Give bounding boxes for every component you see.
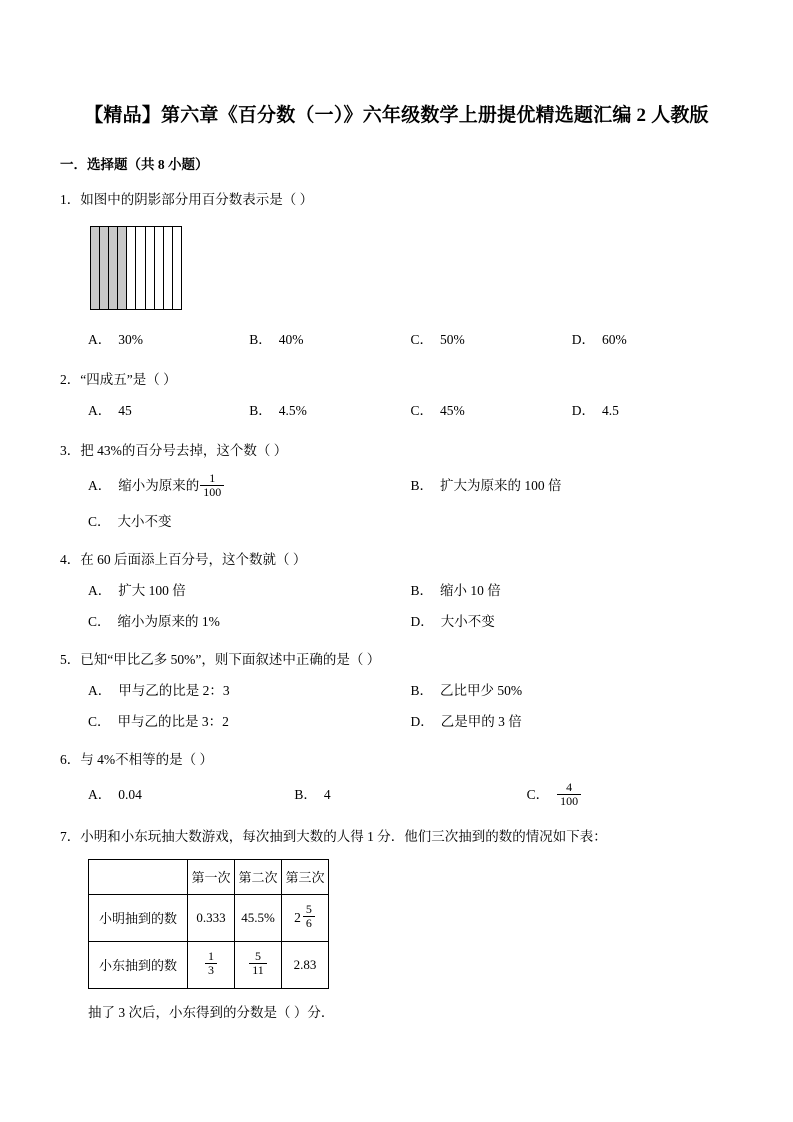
fraction-cell <box>235 942 281 988</box>
option-c-label: C． <box>410 332 434 347</box>
option-c[interactable] <box>526 779 733 809</box>
question-7-stem <box>60 825 733 849</box>
option-a-fraction <box>200 472 224 499</box>
fraction-numerator: 5 <box>305 902 312 917</box>
option-b-text: 乙比甲少 50% <box>440 682 523 698</box>
option-d[interactable] <box>572 399 733 423</box>
grid-column-shaded <box>100 227 109 309</box>
question-1-text: 如图中的阴影部分用百分数表示是（ ） <box>80 192 314 207</box>
option-c-fraction <box>557 781 581 808</box>
option-a[interactable] <box>88 782 294 809</box>
option-a[interactable] <box>88 579 411 603</box>
table-row <box>89 894 329 941</box>
option-c-text: 缩小为原来的 1% <box>117 613 220 629</box>
option-c-text: 大小不变 <box>117 513 172 529</box>
question-7-table-wrapper <box>88 859 733 989</box>
row-label-xiaodong: 小东抽到的数 <box>89 941 188 988</box>
grid-column-shaded <box>118 227 127 309</box>
question-4-text: 在 60 后面添上百分号，这个数就（ ） <box>80 551 307 567</box>
mixed-number <box>282 895 328 941</box>
option-a-label: A． <box>88 582 112 598</box>
table-header-second-draw: 第二次 <box>235 859 282 894</box>
question-6-options <box>60 779 733 809</box>
option-b-label: B． <box>410 682 434 698</box>
table-header-third-draw: 第三次 <box>282 859 329 894</box>
option-d-label: D． <box>571 332 595 347</box>
fraction-denominator: 3 <box>205 963 217 977</box>
question-4-stem <box>60 548 733 572</box>
option-b-label: B． <box>410 478 434 494</box>
option-c[interactable] <box>411 328 572 352</box>
mixed-number-inner <box>294 904 316 931</box>
cell-xiaoming-draw2: 45.5% <box>235 894 282 941</box>
option-d[interactable] <box>572 328 733 352</box>
option-b-text: 扩大为原来的 100 倍 <box>440 478 562 494</box>
question-1-stem <box>60 188 733 212</box>
cell-fraction <box>249 950 267 977</box>
question-4 <box>60 548 733 634</box>
section-heading: 一．选择题（共 8 小题） <box>60 157 209 172</box>
option-d-text: 大小不变 <box>440 613 495 629</box>
cell-xiaodong-draw2 <box>235 941 282 988</box>
row-label-xiaoming: 小明抽到的数 <box>89 894 188 941</box>
option-a[interactable] <box>88 328 249 352</box>
question-2-number: 2． <box>60 372 81 387</box>
option-a[interactable] <box>88 679 411 703</box>
option-c-text: 45% <box>440 403 465 418</box>
option-a-text: 甲与乙的比是 2：3 <box>118 682 230 698</box>
option-d-label: D． <box>410 613 434 629</box>
option-a-text: 缩小为原来的 <box>118 478 200 494</box>
option-b-text: 4 <box>323 787 331 803</box>
question-1-number: 1． <box>60 192 81 207</box>
option-c[interactable] <box>88 510 411 534</box>
question-5-number: 5． <box>60 651 81 667</box>
option-b[interactable] <box>411 473 734 500</box>
mixed-whole: 2 <box>294 909 301 925</box>
question-2-text: “四成五”是（ ） <box>80 372 177 387</box>
question-5-stem <box>60 648 733 672</box>
option-d-label: D． <box>571 403 595 418</box>
table-header-row <box>89 859 329 894</box>
option-a-label: A． <box>88 478 112 494</box>
question-1-figure <box>90 226 733 310</box>
cell-xiaodong-draw3: 2.83 <box>282 941 329 988</box>
table-row <box>89 941 329 988</box>
option-b-label: B． <box>294 787 317 803</box>
fraction-numerator: 4 <box>566 779 573 794</box>
grid-column-empty <box>164 227 173 309</box>
question-5-options-row-1 <box>60 679 733 703</box>
question-3 <box>60 439 733 534</box>
question-1 <box>60 188 733 352</box>
option-a-label: A． <box>88 682 112 698</box>
mixed-fraction <box>303 903 315 930</box>
question-4-options-row-2 <box>60 610 733 634</box>
question-7 <box>60 825 733 1025</box>
cell-fraction <box>205 950 217 977</box>
question-3-stem <box>60 439 733 463</box>
option-d-text: 乙是甲的 3 倍 <box>440 713 522 729</box>
question-4-number: 4． <box>60 551 81 567</box>
question-7-tail: 抽了 3 次后，小东得到的分数是（ ）分． <box>88 1004 335 1020</box>
question-2-stem <box>60 368 733 392</box>
option-a-label: A． <box>88 403 112 418</box>
question-4-options-row-1 <box>60 579 733 603</box>
question-6-number: 6． <box>60 751 81 767</box>
option-c-label: C． <box>88 713 111 729</box>
option-a-label: A． <box>88 787 112 803</box>
option-a-text: 45 <box>118 403 132 418</box>
cell-xiaoming-draw1: 0.333 <box>188 894 235 941</box>
fraction-numerator: 1 <box>209 471 216 485</box>
option-c-label: C． <box>88 613 111 629</box>
option-b[interactable] <box>294 782 526 809</box>
option-d[interactable] <box>411 710 734 734</box>
option-a-label: A． <box>88 332 112 347</box>
grid-column-empty <box>173 227 181 309</box>
option-b-text: 4.5% <box>278 403 307 418</box>
grid-column-empty <box>136 227 145 309</box>
table-header-corner <box>89 859 188 894</box>
option-a[interactable] <box>88 399 249 423</box>
option-a-text: 30% <box>118 332 143 347</box>
option-d-text: 60% <box>602 332 627 347</box>
fraction-numerator: 1 <box>208 949 214 964</box>
page-title: 【精品】第六章《百分数（一）》六年级数学上册提优精选题汇编 2 人教版 <box>84 105 709 126</box>
question-5-options-row-2 <box>60 710 733 734</box>
question-6-text: 与 4%不相等的是（ ） <box>80 751 213 767</box>
grid-column-shaded <box>91 227 100 309</box>
option-d-label: D． <box>410 713 434 729</box>
question-3-options-row-2 <box>60 510 733 534</box>
question-2 <box>60 368 733 423</box>
option-b-text: 40% <box>278 332 304 347</box>
fraction-denominator: 6 <box>303 916 315 930</box>
question-6-stem <box>60 748 733 772</box>
option-b[interactable] <box>411 579 734 603</box>
option-b-text: 缩小 10 倍 <box>440 582 501 598</box>
question-3-text: 把 43%的百分号去掉，这个数（ ） <box>80 443 288 458</box>
question-6 <box>60 748 733 809</box>
option-c[interactable] <box>411 399 572 423</box>
option-c[interactable] <box>88 610 411 634</box>
table-header-first-draw: 第一次 <box>188 859 235 894</box>
question-1-options <box>60 328 733 352</box>
cell-xiaodong-draw1 <box>188 941 235 988</box>
draw-results-table <box>88 859 329 989</box>
question-3-number: 3． <box>60 443 81 458</box>
option-b[interactable] <box>249 328 410 352</box>
fraction-denominator: 100 <box>200 485 224 499</box>
option-a[interactable] <box>88 473 411 500</box>
question-5 <box>60 648 733 734</box>
shaded-column-grid <box>90 226 182 310</box>
option-b-label: B． <box>410 582 434 598</box>
fraction-numerator: 5 <box>255 949 261 964</box>
option-d-text: 4.5 <box>602 403 619 418</box>
question-3-options-row-1 <box>60 473 733 500</box>
option-b-label: B． <box>249 332 272 347</box>
option-b[interactable] <box>249 399 410 423</box>
option-a-text: 0.04 <box>118 787 142 803</box>
option-c-text: 50% <box>440 332 465 347</box>
fraction-cell <box>188 942 234 988</box>
grid-column-shaded <box>109 227 118 309</box>
option-c-text: 甲与乙的比是 3：2 <box>117 713 229 729</box>
question-7-number: 7． <box>60 828 81 844</box>
grid-column-empty <box>155 227 164 309</box>
option-d[interactable] <box>411 610 734 634</box>
option-c[interactable] <box>88 710 411 734</box>
question-5-text: 已知“甲比乙多 50%”，则下面叙述中正确的是（ ） <box>80 651 381 667</box>
question-2-options <box>60 399 733 423</box>
fraction-denominator: 100 <box>557 794 581 808</box>
question-7-text: 小明和小东玩抽大数游戏，每次抽到大数的人得 1 分．他们三次抽到的数的情况如下表： <box>80 828 607 844</box>
option-b-label: B． <box>249 403 272 418</box>
grid-column-empty <box>127 227 136 309</box>
cell-xiaoming-draw3 <box>282 894 329 941</box>
option-c-label: C． <box>526 787 550 803</box>
option-b[interactable] <box>411 679 734 703</box>
fraction-denominator: 11 <box>249 963 267 977</box>
option-a-text: 扩大 100 倍 <box>118 582 186 598</box>
option-c-label: C． <box>88 513 111 529</box>
grid-column-empty <box>146 227 155 309</box>
option-c-label: C． <box>410 403 434 418</box>
